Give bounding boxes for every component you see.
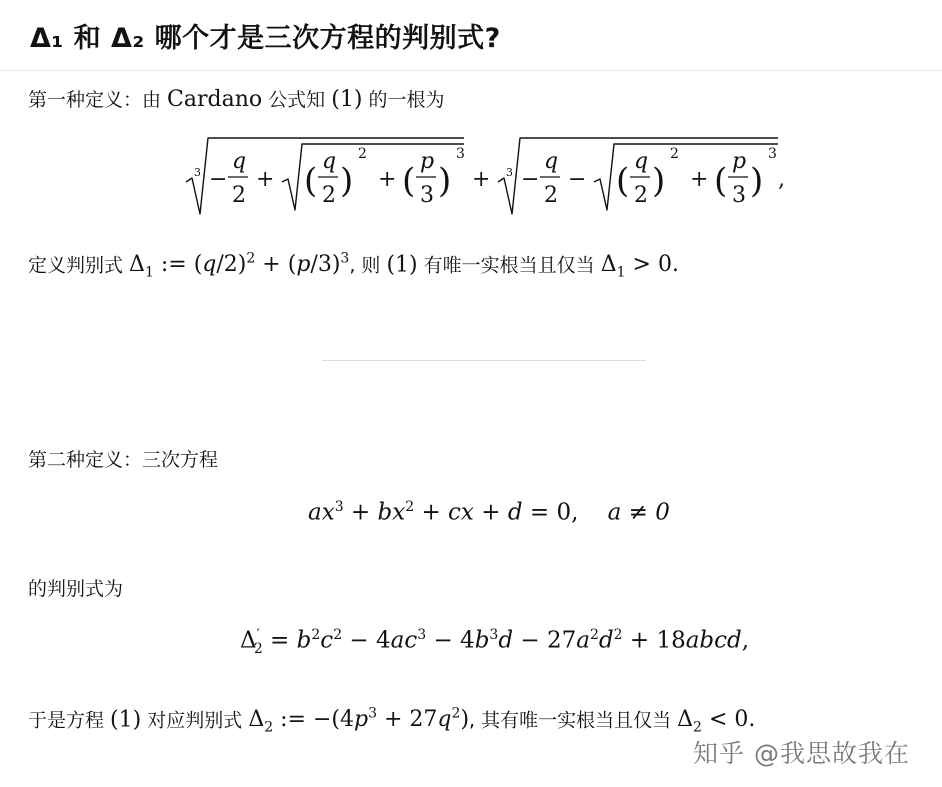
def1-discriminant [28,252,679,280]
svg-text:3: 3 [456,146,465,162]
svg-text:−: − [568,167,587,192]
title-bar [0,0,942,71]
delta2-definition: $\Delta_2$ := $-(4p^3 + 27q^2)$ [248,706,470,736]
svg-text:+: + [690,167,709,192]
svg-text:+: + [256,167,275,192]
svg-text:3: 3 [732,183,746,208]
svg-text:2: 2 [634,183,648,208]
svg-text:): ) [438,161,452,201]
def1-intro-name: Cardano [167,87,263,112]
svg-text:−: − [209,167,228,192]
def2-conclusion-ref: (1) [110,707,142,733]
def1-disc-c: 有唯一实根当且仅当 [417,254,601,277]
def2-intro: 第二种定义：三次方程 [28,449,219,471]
zhihu-watermark: 知乎 @我思故我在 [693,739,910,768]
delta1-definition: $\Delta_1$ := $(q/2)^2 + (p/3)^3$ [129,251,350,281]
svg-text:p: p [420,149,435,174]
svg-text:q: q [322,149,337,174]
svg-text:2: 2 [232,183,246,208]
svg-text:2: 2 [544,183,558,208]
def1-intro-c: 的一根为 [362,89,445,111]
delta1-condition: $\Delta_1 > 0$. [600,252,679,281]
svg-text:(: ( [304,161,318,201]
svg-text:q: q [232,149,247,174]
cardano-root-formula [180,130,790,220]
def2-conclusion-c: , 其有唯一实根当且仅当 [469,709,678,732]
svg-text:q: q [634,149,649,174]
cubic-condition: a ≠ 0 [607,499,670,526]
svg-text:+: + [472,167,491,192]
svg-text:p: p [732,149,747,174]
delta2-condition: $\Delta_2 < 0$. [677,707,756,736]
def1-intro-ref: (1) [331,87,363,112]
svg-text:3: 3 [506,166,513,179]
def1-intro-a: 第一种定义：由 [28,89,168,111]
svg-text:2: 2 [670,146,679,162]
def2-conclusion [28,707,755,735]
section-divider [322,360,646,361]
svg-text:(: ( [402,161,416,201]
svg-text:): ) [340,161,354,201]
def2-disc-intro: 的判别式为 [28,578,124,600]
svg-text:3: 3 [420,183,434,208]
svg-text:2: 2 [322,183,336,208]
svg-text:): ) [750,161,764,201]
def1-disc-ref: (1) [386,252,418,278]
svg-text:): ) [652,161,666,201]
def2-conclusion-a: 于是方程 [28,709,111,732]
svg-text:3: 3 [194,166,201,179]
svg-text:3: 3 [768,146,777,162]
def1-disc-a: 定义判别式 [28,254,130,277]
delta2-prime-formula: $\Delta'_2 = b^2c^2 - 4ac^3 - 4b^3d - 27a^2d^2$ + 18abcd, [240,627,750,658]
def2-conclusion-b: 对应判别式 [141,709,249,732]
cubic-equation: $ax^3 + bx^2$ + cx + d = 0, a ≠ 0 [308,499,670,526]
svg-text:2: 2 [358,146,367,162]
svg-text:+: + [378,167,397,192]
def1-disc-b: , 则 [349,254,387,277]
svg-text:q: q [544,149,559,174]
def1-intro [28,89,444,111]
page-title: Δ₁ 和 Δ₂ 哪个才是三次方程的判别式? [30,23,501,54]
svg-text:−: − [521,167,540,192]
def1-intro-b: 公式知 [262,89,332,111]
svg-text:,: , [778,167,785,192]
svg-text:(: ( [616,161,630,201]
svg-text:(: ( [714,161,728,201]
